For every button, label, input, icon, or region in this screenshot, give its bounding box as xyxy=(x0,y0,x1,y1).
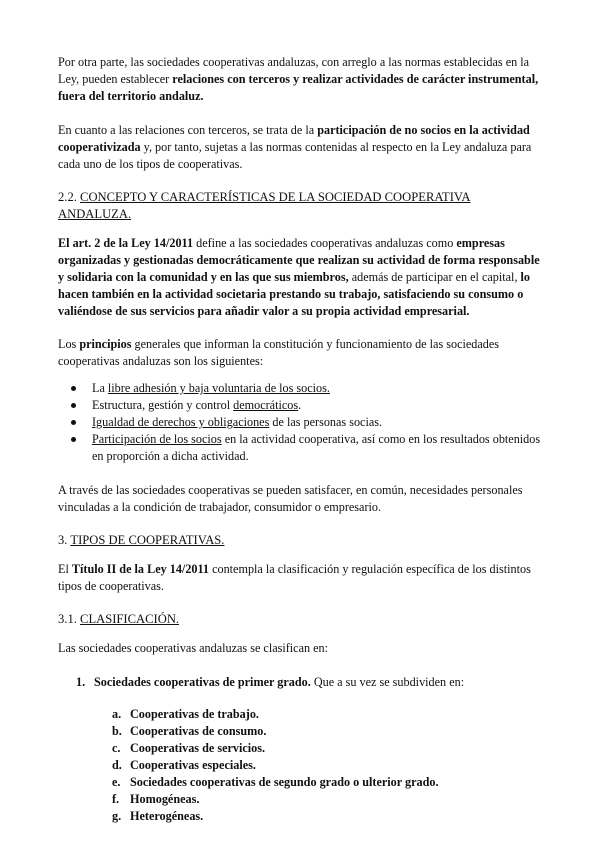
text: y, por tanto, sujetas a las normas contenidas al respecto en la Ley andaluza para cada uno de los tipos de cooperativas. xyxy=(58,140,532,171)
heading-text: CONCEPTO Y CARACTERÍSTICAS DE LA SOCIEDAD COOPERATIVA ANDALUZA. xyxy=(58,190,471,221)
text: Que a su vez se subdividen en: xyxy=(310,675,465,689)
bullet-icon xyxy=(71,386,76,391)
item-letter: g. xyxy=(112,809,122,823)
principles-list xyxy=(58,380,542,465)
bold-text: principios xyxy=(79,337,132,351)
underlined-text: Igualdad de derechos y obligaciones xyxy=(92,415,270,429)
item-letter: f. xyxy=(112,792,120,806)
heading-number: 3.1. xyxy=(58,612,81,626)
list-item xyxy=(58,723,542,740)
item-text: Sociedades cooperativas de segundo grado o ulterior grado. xyxy=(130,775,439,789)
underlined-text: libre adhesión y baja voluntaria de los socios. xyxy=(107,381,330,395)
item-text: Cooperativas especiales. xyxy=(130,758,256,772)
item-letter: c. xyxy=(112,741,121,755)
bold-text: art. 2 de la Ley 14/2011 xyxy=(72,236,194,250)
list-item xyxy=(58,774,542,791)
document-page xyxy=(58,54,542,825)
bold-text: participación de no socios en la actividad cooperativizada xyxy=(58,123,530,154)
section-heading-3 xyxy=(58,532,542,549)
text: generales que informan la constitución y funcionamiento de las sociedades cooperativas andaluzas son los siguientes: xyxy=(58,337,500,368)
paragraph-definicion xyxy=(58,235,542,320)
numbered-item xyxy=(58,674,542,691)
heading-text: CLASIFICACIÓN. xyxy=(80,612,180,626)
item-text: Cooperativas de servicios. xyxy=(130,741,266,755)
bold-text: relaciones con terceros y realizar actividades de carácter instrumental, fuera del territorio andaluz. xyxy=(58,72,539,103)
bold-text: Sociedades cooperativas de primer grado. xyxy=(94,675,311,689)
paragraph-clasificacion: Las sociedades cooperativas andaluzas se clasifican en: xyxy=(58,641,329,655)
text: de las personas socias. xyxy=(269,415,383,429)
heading-number: 3. xyxy=(58,533,71,547)
underlined-text: democráticos xyxy=(233,398,299,412)
text: Estructura, gestión y control xyxy=(92,398,234,412)
bullet-icon xyxy=(71,437,76,442)
item-text: Cooperativas de trabajo. xyxy=(130,707,259,721)
list-item xyxy=(58,414,542,431)
text: El xyxy=(58,562,72,576)
heading-number: 2.2. xyxy=(58,190,81,204)
paragraph-relaciones-terceros xyxy=(58,54,542,105)
list-item xyxy=(58,431,542,465)
item-letter: b. xyxy=(112,724,122,738)
item-letter: a. xyxy=(112,707,122,721)
bold-text: Título II de la Ley 14/2011 xyxy=(71,562,210,576)
paragraph-participacion xyxy=(58,122,542,173)
list-item xyxy=(58,757,542,774)
list-item xyxy=(58,397,542,414)
subtypes-list xyxy=(58,706,542,825)
text: Los xyxy=(58,337,80,351)
section-heading-3-1 xyxy=(58,611,542,628)
paragraph-titulo-ii xyxy=(58,561,542,595)
text: . xyxy=(298,398,302,412)
paragraph-necesidades: A través de las sociedades cooperativas se pueden satisfacer, en común, necesidades personales vinculadas a la condición de trabajador, consumidor o empresario. xyxy=(58,483,523,514)
bullet-icon xyxy=(71,420,76,425)
item-letter: d. xyxy=(112,758,122,772)
underlined-text: Participación de los socios xyxy=(92,432,222,446)
text: La xyxy=(92,381,108,395)
item-number: 1. xyxy=(76,675,86,689)
text: contempla la clasificación y regulación específica de los distintos tipos de cooperativas. xyxy=(58,562,531,593)
list-item xyxy=(58,706,542,723)
text: Por otra parte, las sociedades cooperativas andaluzas, con arreglo a las normas establecidas en la Ley, pueden establecer xyxy=(58,55,530,86)
section-heading-2-2 xyxy=(58,189,542,223)
bullet-icon xyxy=(71,403,76,408)
text: En cuanto a las relaciones con terceros, se trata de la xyxy=(58,123,318,137)
item-text: Homogéneas. xyxy=(130,792,200,806)
list-item xyxy=(58,791,542,808)
bold-text: lo hacen también en la actividad societaria prestando su trabajo, satisfaciendo su consumo o valiéndose de sus servicios para añadir valor a su propia actividad empresarial. xyxy=(58,270,531,318)
item-letter: e. xyxy=(112,775,121,789)
heading-text: TIPOS DE COOPERATIVAS. xyxy=(70,533,225,547)
text: define a las sociedades cooperativas andaluzas como xyxy=(193,236,457,250)
text: en la actividad cooperativa, así como en los resultados obtenidos en proporción a dicha actividad. xyxy=(92,432,541,463)
list-item xyxy=(58,740,542,757)
bold-text: empresas organizadas y gestionadas democráticamente que realizan su actividad de forma responsable y solidaria con la comunidad y en las que sus miembros, xyxy=(58,236,540,284)
item-text: Heterogéneas. xyxy=(130,809,204,823)
paragraph-principios xyxy=(58,336,542,370)
list-item xyxy=(58,808,542,825)
item-text: Cooperativas de consumo. xyxy=(130,724,267,738)
list-item xyxy=(58,380,542,397)
text: además de participar en el capital, xyxy=(348,270,521,284)
bold-text: El xyxy=(58,236,73,250)
